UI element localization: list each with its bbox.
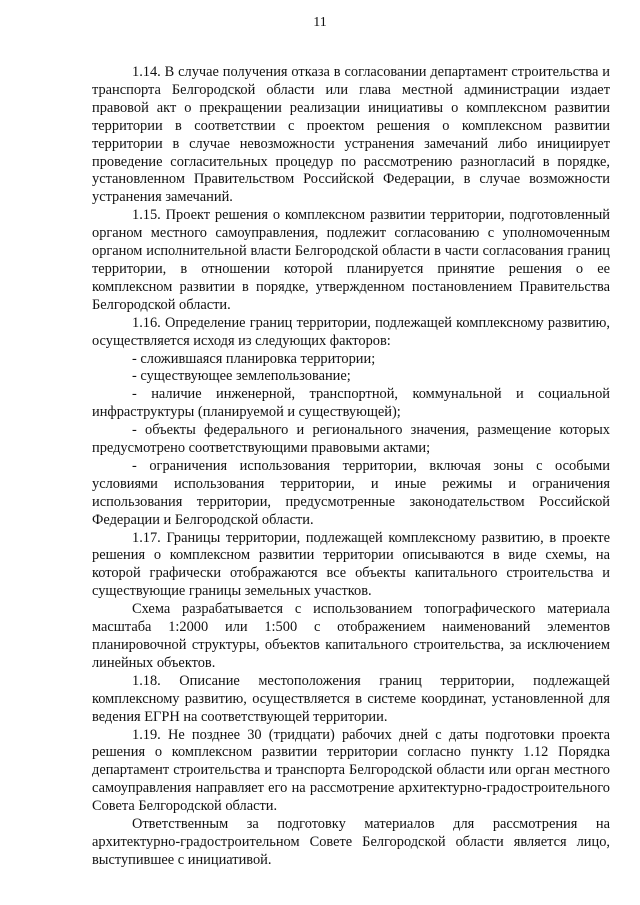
paragraph-1-17: 1.17. Границы территории, подлежащей комплексному развитию, в проекте решения о комплексном развитии территории описываются в виде схемы, на которой графически отображаются все объекты капитального строительства и существующие границы земельных участков. [92, 529, 610, 600]
paragraph-responsible: Ответственным за подготовку материалов для рассмотрения на архитектурно-градостроительном Совете Белгородской области является лицо, выступившее с инициативой. [92, 816, 610, 868]
paragraph-scheme: Схема разрабатывается с использованием топографического материала масштаба 1:2000 или 1:500 с отображением наименований элементов планировочной структуры, объектов капитального строительства, за исключением линейных объектов. [92, 601, 610, 671]
paragraph-1-15: 1.15. Проект решения о комплексном развитии территории, подготовленный органом местного самоуправления, подлежит согласованию с уполномоченным органом исполнительной власти Белгородской области в части согласования границ территории, в отношении которой планируется принятие решения о ее комплексном развитии в порядке, утвержденном постановлением Правительства Белгородской области. [92, 207, 610, 313]
list-item-federal-regional-objects: - объекты федерального и регионального значения, размещение которых предусмотрено соответствующими правовыми актами; [92, 422, 610, 457]
list-item-land-use: - существующее землепользование; [132, 368, 351, 385]
paragraph-1-16: 1.16. Определение границ территории, подлежащей комплексному развитию, осуществляется исходя из следующих факторов: [92, 314, 610, 349]
paragraph-1-14: 1.14. В случае получения отказа в согласовании департамент строительства и транспорта Белгородской области или глава местной администрации издает правовой акт о прекращении реализации инициативы о комплексном развитии территории в соответствии с проектом решения о комплексном развитии территории в случае невозможности устранения замечаний либо инициирует проведение согласительных процедур по рассмотрению разногласий в порядке, установленном Правительством Российской Федерации, в случае возможности устранения замечаний. [92, 64, 610, 206]
list-item-infrastructure: - наличие инженерной, транспортной, коммунальной и социальной инфраструктуры (планируемой и существующей); [92, 386, 610, 421]
list-item-planning: - сложившаяся планировка территории; [132, 350, 376, 367]
paragraph-1-18: 1.18. Описание местоположения границ территории, подлежащей комплексному развитию, осуществляется в системе координат, установленной для ведения ЕГРН на соответствующей территории. [92, 672, 610, 725]
paragraph-1-19: 1.19. Не позднее 30 (тридцати) рабочих дней с даты подготовки проекта решения о комплексном развитии территории согласно пункту 1.12 Порядка департамент строительства и транспорта Белгородской области или орган местного самоуправления направляет его на рассмотрение архитектурно-градостроительного Совета Белгородской области. [92, 726, 610, 815]
page-number: 11 [313, 15, 327, 30]
list-item-restrictions: - ограничения использования территории, включая зоны с особыми условиями использования территории, и иные режимы и ограничения использования территории, предусмотренные законодательством Российской Федерации и Белгородской области. [92, 457, 610, 528]
document-body [92, 64, 610, 870]
